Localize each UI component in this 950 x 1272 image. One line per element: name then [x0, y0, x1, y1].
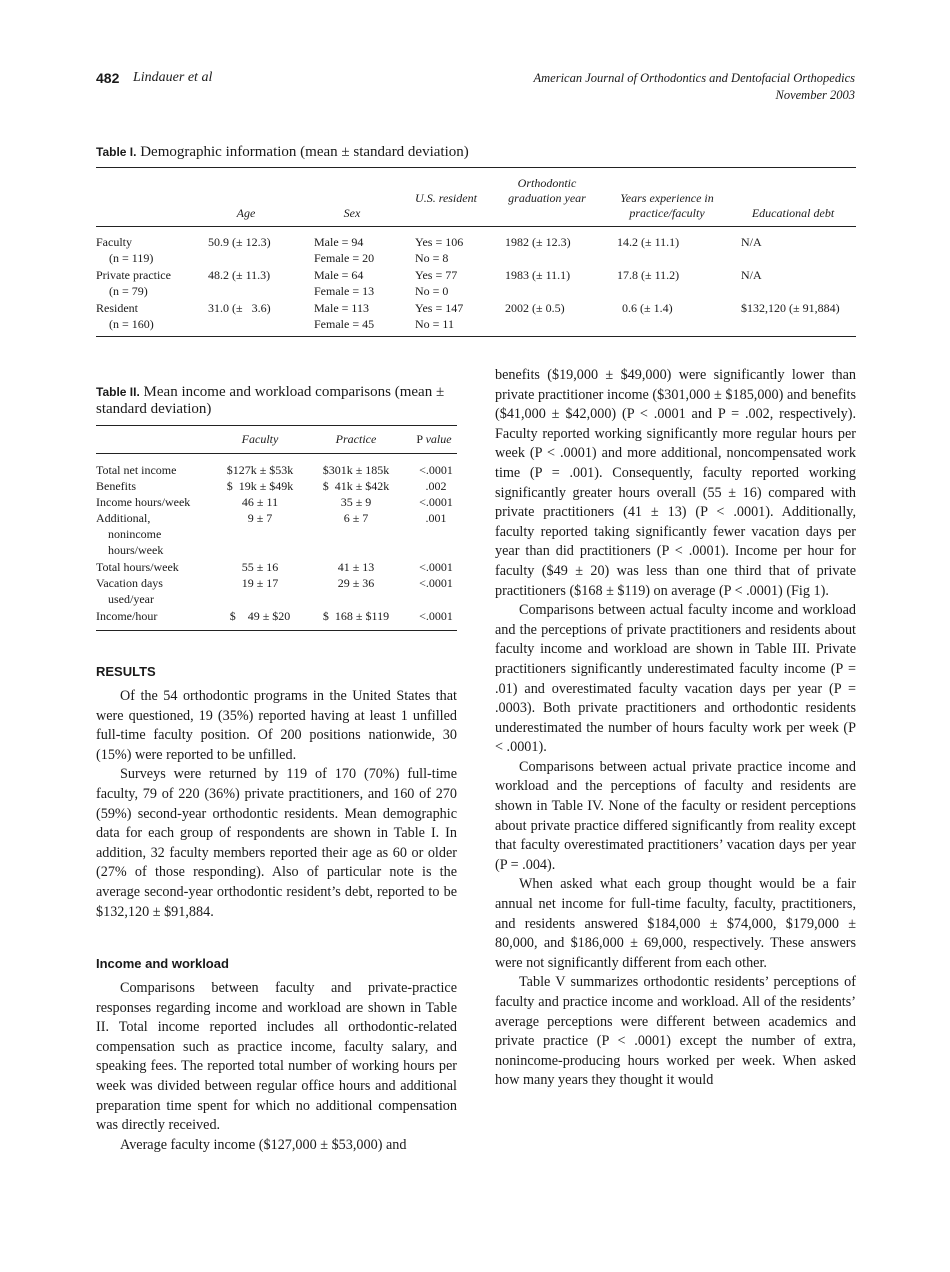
table2-faculty-cell: $127k ± $53k	[226, 463, 294, 477]
paragraph: Surveys were returned by 119 of 170 (70%) full-time faculty, 79 of 220 (36%) private practitioners, and 160 of 270 (59%) second-year orthodontic residents. Mean demographic data for each group of respondents are shown in Table I. In addition, 32 faculty members reported their age as 60 or older (27% of those responding). Also of particular note is the average second-year orthodontic resident’s debt, reported to be $132,120 ± $91,884.	[96, 766, 457, 920]
table1-experience: 0.6 (± 1.4)	[622, 301, 673, 315]
table1-grad-year: 1982 (± 12.3)	[505, 235, 571, 249]
table1-debt: N/A	[741, 235, 762, 249]
results-heading: RESULTS	[96, 664, 156, 679]
table2-label-cell	[96, 510, 184, 558]
table2-label-cell: Total net income	[96, 463, 177, 477]
table2-label-text: Vacation days used/year	[96, 576, 163, 606]
table2-header-faculty: Faculty	[241, 432, 279, 446]
income-workload-heading: Income and workload	[96, 956, 229, 971]
table2-p-cell: <.0001	[419, 609, 453, 623]
table1-group: Private practice	[96, 268, 171, 282]
table1-header-sex: Sex	[343, 206, 361, 220]
table2-p-cell: .001	[425, 511, 447, 525]
table1-sex-female: Female = 13	[314, 284, 375, 298]
paragraph: When asked what each group thought would be a fair annual net income for full-time faculty, faculty, practitioners, and residents answered $184,000 ± $74,000, $179,000 ± 80,000, and $186,000 ± 69,000, respectively. These answers were not significantly different from each other.	[495, 876, 856, 971]
table2-p-cell: <.0001	[419, 495, 453, 509]
table2-mid-rule	[96, 453, 457, 454]
table1-n: (n = 79)	[109, 284, 148, 298]
page-number: 482	[96, 70, 120, 86]
paragraph: benefits ($19,000 ± $49,000) were significantly lower than private practitioner income ($301,000 ± $185,000) and benefits ($41,000 ± $42,000) (P < .0001 and P = .002, respectively). Faculty reported working significantly more regular hours per week (P < .0001) and more additional, noncompensated work time (P = .001). Consequently, faculty reported working significantly greater hours overall (55 ± 16) compared with private practitioners (41 ± 13) (P < .0001). Additionally, faculty reported taking significantly fewer vacation days per year than did practitioners (P < .0001). Income per hour for faculty ($49 ± 20) was less than one third that of private practitioners ($168 ± $119) on average (P < .0001) (Fig 1).	[495, 367, 856, 599]
table2-caption	[96, 384, 456, 418]
table1-debt: N/A	[741, 268, 762, 282]
table2-faculty-cell: 46 ± 11	[241, 495, 279, 509]
table2-practice-cell: $ 41k ± $42k	[322, 479, 390, 493]
table2-practice-cell: $ 168 ± $119	[322, 609, 390, 623]
paragraph: Comparisons between actual faculty income and workload and the perceptions of private practitioners and residents about faculty income and workload are shown in Table III. Private practitioners significantly underestimated faculty income (P = .01) and overestimated faculty vacation days per year (P = .0003). Both private practitioners and orthodontic residents underestimated the number of hours faculty work per week (P < .0001).	[495, 602, 856, 756]
table1-n: (n = 119)	[109, 251, 154, 265]
table1-n: (n = 160)	[109, 317, 154, 331]
journal-header	[534, 70, 856, 104]
table2-label-cell: Income/hour	[96, 609, 158, 623]
paragraph: Comparisons between actual private practice income and workload and the perceptions of faculty and residents are shown in Table IV. None of the faculty or resident perceptions about private practice differed significantly from reality except that faculty overestimated practitioners’ vacation days per year (P = .004).	[495, 758, 856, 873]
table1-title: Demographic information (mean ± standard deviation)	[140, 144, 469, 160]
table1-label: Table I.	[96, 145, 137, 159]
table2-header-practice: Practice	[335, 432, 377, 446]
table1-group: Faculty	[96, 235, 132, 249]
table1-debt: $132,120 (± 91,884)	[741, 301, 840, 315]
table2-faculty-cell: $ 19k ± $49k	[226, 479, 294, 493]
right-column-text	[495, 366, 856, 1091]
table1-header-experience: Years experience in practice/faculty	[620, 191, 714, 220]
table1-header-graduation: Orthodontic graduation year	[508, 176, 586, 205]
journal-date: November 2003	[775, 88, 855, 102]
table1-group: Resident	[96, 301, 138, 315]
table2-top-rule	[96, 425, 457, 426]
table1-bottom-rule	[96, 336, 856, 337]
table1-age: 50.9 (± 12.3)	[208, 235, 271, 249]
table1-header-debt: Educational debt	[751, 206, 835, 220]
table2-p-cell: .002	[425, 479, 447, 493]
table2-practice-cell: 29 ± 36	[337, 576, 375, 590]
table1-grad-year: 1983 (± 11.1)	[505, 268, 571, 282]
table2-header-pvalue: P value	[416, 432, 452, 446]
results-text-block-2	[96, 979, 457, 1155]
table2-title: Mean income and workload comparisons (mean ± standard deviation)	[96, 384, 445, 417]
table2-practice-cell: 6 ± 7	[343, 511, 369, 525]
table1-resident-yes: Yes = 106	[415, 235, 464, 249]
running-authors: Lindauer et al	[133, 70, 213, 85]
paragraph: Comparisons between faculty and private-practice responses regarding income and workload are shown in Table II. Total income reported includes all orthodontic-related compensation such as practice income, faculty salary, and speaking fees. The reported total number of working hours per week was divided between regular office hours and additional preparation time spent for which no additional compensation was directly received.	[96, 980, 457, 1134]
table2-practice-cell: 41 ± 13	[337, 560, 375, 574]
paragraph: Of the 54 orthodontic programs in the United States that were questioned, 19 (35%) reported having at least 1 unfilled full-time faculty position. Of 200 positions nationwide, 30 (15%) were reported to be unfilled.	[96, 688, 457, 763]
table1-resident-no: No = 11	[415, 317, 454, 331]
table2-label-cell: Income hours/week	[96, 495, 191, 509]
table2-label-text: Additional, nonincome hours/week	[96, 511, 164, 557]
table1-sex-female: Female = 20	[314, 251, 375, 265]
table2-faculty-cell: 9 ± 7	[247, 511, 273, 525]
results-text-block-1	[96, 687, 457, 922]
table2-p-cell: <.0001	[419, 560, 453, 574]
table1-mid-rule	[96, 226, 856, 227]
table2-p-cell: <.0001	[419, 463, 453, 477]
table1-resident-yes: Yes = 77	[415, 268, 458, 282]
table1-grad-year: 2002 (± 0.5)	[505, 301, 565, 315]
table1-resident-yes: Yes = 147	[415, 301, 464, 315]
paragraph: Table V summarizes orthodontic residents’ perceptions of faculty and practice income and workload. All of the residents’ average perceptions were different between academics and private practice (P < .0001) except the number of extra, nonincome-producing hours worked per week. When asked how many years they thought it would	[495, 974, 856, 1089]
table2-label-cell: Total hours/week	[96, 560, 179, 574]
table2-practice-cell: 35 ± 9	[340, 495, 372, 509]
table1-age: 48.2 (± 11.3)	[208, 268, 271, 282]
table1-header-age: Age	[236, 206, 256, 220]
table1-experience: 17.8 (± 11.2)	[617, 268, 680, 282]
table2-p-cell: <.0001	[419, 576, 453, 590]
table1-sex-female: Female = 45	[314, 317, 375, 331]
table1-sex-male: Male = 94	[314, 235, 364, 249]
table1-sex-male: Male = 113	[314, 301, 369, 315]
paragraph: Average faculty income ($127,000 ± $53,000) and	[120, 1136, 407, 1153]
table1-header-residency: U.S. resident	[415, 191, 477, 205]
table2-bottom-rule	[96, 630, 457, 631]
table2-practice-cell: $301k ± 185k	[322, 463, 390, 477]
table2-faculty-cell: $ 49 ± $20	[229, 609, 291, 623]
table1-top-rule	[96, 167, 856, 168]
table1-resident-no: No = 8	[415, 251, 449, 265]
table1-caption	[96, 144, 469, 161]
table1-sex-male: Male = 64	[314, 268, 364, 282]
table2-label: Table II.	[96, 385, 140, 399]
table1-age: 31.0 (± 3.6)	[208, 301, 271, 315]
table1-resident-no: No = 0	[415, 284, 449, 298]
table2-label-cell: Benefits	[96, 479, 136, 493]
table2-faculty-cell: 19 ± 17	[241, 576, 279, 590]
table1-experience: 14.2 (± 11.1)	[617, 235, 680, 249]
table2-label-cell	[96, 575, 200, 607]
table2-faculty-cell: 55 ± 16	[241, 560, 279, 574]
journal-name: American Journal of Orthodontics and Dentofacial Orthopedics	[533, 71, 855, 85]
